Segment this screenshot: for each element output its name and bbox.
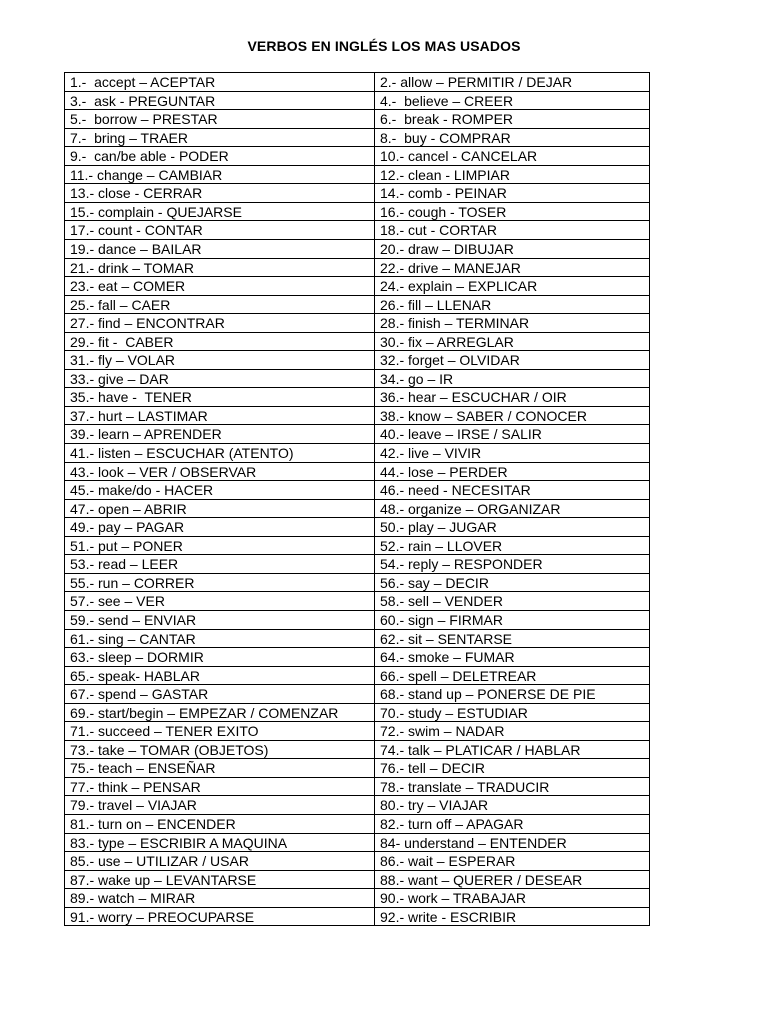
verb-cell-right: 50.- play – JUGAR [380,519,497,535]
verb-cell-left: 57.- see – VER [70,593,165,609]
verb-cell-left: 87.- wake up – LEVANTARSE [70,872,257,888]
verb-cell-right: 90.- work – TRABAJAR [380,890,527,906]
verb-cell-left: 9.- can/be able - PODER [70,148,229,164]
verb-cell-left: 85.- use – UTILIZAR / USAR [70,853,249,869]
verb-cell-right: 32.- forget – OLVIDAR [380,352,520,368]
verb-cell-left: 17.- count - CONTAR [70,222,203,238]
verb-cell-right: 10.- cancel - CANCELAR [380,148,538,164]
verb-cell-right: 2.- allow – PERMITIR / DEJAR [380,74,573,90]
verb-cell-left: 37.- hurt – LASTIMAR [70,408,208,424]
verb-cell-right: 70.- study – ESTUDIAR [380,705,528,721]
verb-cell-right: 8.- buy - COMPRAR [380,130,511,146]
verb-cell-right: 82.- turn off – APAGAR [380,816,524,832]
verb-cell-right: 36.- hear – ESCUCHAR / OIR [380,389,567,405]
verb-cell-left: 91.- worry – PREOCUPARSE [70,909,255,925]
verb-cell-right: 54.- reply – RESPONDER [380,556,543,572]
verb-cell-right: 80.- try – VIAJAR [380,797,489,813]
verb-cell-left: 35.- have - TENER [70,389,192,405]
verb-cell-right: 6.- break - ROMPER [380,111,514,127]
document-title: VERBOS EN INGLÉS LOS MAS USADOS [247,38,521,54]
verb-cell-left: 29.- fit - CABER [70,334,174,350]
verb-cell-right: 40.- leave – IRSE / SALIR [380,426,542,442]
verb-cell-right: 12.- clean - LIMPIAR [380,167,510,183]
verb-cell-left: 65.- speak- HABLAR [70,668,200,684]
verb-cell-left: 73.- take – TOMAR (OBJETOS) [70,742,269,758]
verb-cell-right: 46.- need - NECESITAR [380,482,531,498]
verb-cell-right: 92.- write - ESCRIBIR [380,909,517,925]
verb-cell-right: 22.- drive – MANEJAR [380,260,521,276]
verb-cell-right: 28.- finish – TERMINAR [380,315,530,331]
verb-cell-right: 38.- know – SABER / CONOCER [380,408,587,424]
verb-cell-right: 4.- believe – CREER [380,93,514,109]
verb-cell-right: 84- understand – ENTENDER [380,835,567,851]
verb-cell-left: 23.- eat – COMER [70,278,186,294]
verb-cell-right: 30.- fix – ARREGLAR [380,334,514,350]
verb-cell-right: 58.- sell – VENDER [380,593,503,609]
verb-cell-left: 51.- put – PONER [70,538,183,554]
verb-cell-left: 49.- pay – PAGAR [70,519,185,535]
verb-cell-left: 21.- drink – TOMAR [70,260,194,276]
verb-cell-left: 47.- open – ABRIR [70,501,187,517]
verb-cell-left: 63.- sleep – DORMIR [70,649,204,665]
verb-cell-left: 19.- dance – BAILAR [70,241,202,257]
verb-cell-left: 1.- accept – ACEPTAR [70,74,216,90]
verb-cell-right: 60.- sign – FIRMAR [380,612,503,628]
verb-cell-left: 33.- give – DAR [70,371,169,387]
verb-cell-right: 42.- live – VIVIR [380,445,482,461]
verb-cell-left: 69.- start/begin – EMPEZAR / COMENZAR [70,705,339,721]
verb-cell-left: 83.- type – ESCRIBIR A MAQUINA [70,835,288,851]
verb-cell-left: 3.- ask - PREGUNTAR [70,93,216,109]
verb-cell-left: 31.- fly – VOLAR [70,352,176,368]
verb-cell-left: 5.- borrow – PRESTAR [70,111,218,127]
verb-cell-left: 25.- fall – CAER [70,297,171,313]
verb-cell-left: 27.- find – ENCONTRAR [70,315,225,331]
verb-cell-right: 56.- say – DECIR [380,575,489,591]
verb-cell-right: 18.- cut - CORTAR [380,222,497,238]
verb-cell-right: 48.- organize – ORGANIZAR [380,501,561,517]
verb-cell-right: 52.- rain – LLOVER [380,538,503,554]
verb-cell-right: 88.- want – QUERER / DESEAR [380,872,583,888]
verb-cell-left: 89.- watch – MIRAR [70,890,196,906]
verb-cell-left: 61.- sing – CANTAR [70,631,196,647]
verb-cell-left: 11.- change – CAMBIAR [70,167,223,183]
verb-cell-left: 71.- succeed – TENER EXITO [70,723,259,739]
verb-cell-left: 55.- run – CORRER [70,575,195,591]
verb-cell-left: 67.- spend – GASTAR [70,686,209,702]
verb-cell-left: 53.- read – LEER [70,556,179,572]
verb-cell-left: 43.- look – VER / OBSERVAR [70,464,257,480]
verb-cell-right: 20.- draw – DIBUJAR [380,241,514,257]
verb-cell-right: 64.- smoke – FUMAR [380,649,515,665]
verb-cell-left: 39.- learn – APRENDER [70,426,222,442]
verb-cell-right: 86.- wait – ESPERAR [380,853,516,869]
verb-cell-right: 16.- cough - TOSER [380,204,507,220]
verb-cell-left: 41.- listen – ESCUCHAR (ATENTO) [70,445,294,461]
verb-cell-right: 34.- go – IR [380,371,454,387]
verb-cell-right: 74.- talk – PLATICAR / HABLAR [380,742,581,758]
verb-cell-right: 44.- lose – PERDER [380,464,508,480]
verb-cell-right: 26.- fill – LLENAR [380,297,492,313]
verb-cell-left: 77.- think – PENSAR [70,779,201,795]
verb-cell-left: 79.- travel – VIAJAR [70,797,197,813]
verb-cell-right: 62.- sit – SENTARSE [380,631,513,647]
verb-cell-right: 68.- stand up – PONERSE DE PIE [380,686,596,702]
verb-cell-left: 15.- complain - QUEJARSE [70,204,242,220]
verb-cell-right: 24.- explain – EXPLICAR [380,278,538,294]
verb-cell-right: 76.- tell – DECIR [380,760,486,776]
verb-cell-left: 45.- make/do - HACER [70,482,214,498]
verb-cell-right: 78.- translate – TRADUCIR [380,779,550,795]
verb-cell-left: 7.- bring – TRAER [70,130,189,146]
verb-cell-left: 75.- teach – ENSEÑAR [70,760,216,776]
verb-cell-right: 14.- comb - PEINAR [380,185,507,201]
verb-cell-left: 59.- send – ENVIAR [70,612,197,628]
verb-cell-left: 13.- close - CERRAR [70,185,203,201]
verb-cell-left: 81.- turn on – ENCENDER [70,816,236,832]
verb-cell-right: 72.- swim – NADAR [380,723,505,739]
verb-cell-right: 66.- spell – DELETREAR [380,668,537,684]
